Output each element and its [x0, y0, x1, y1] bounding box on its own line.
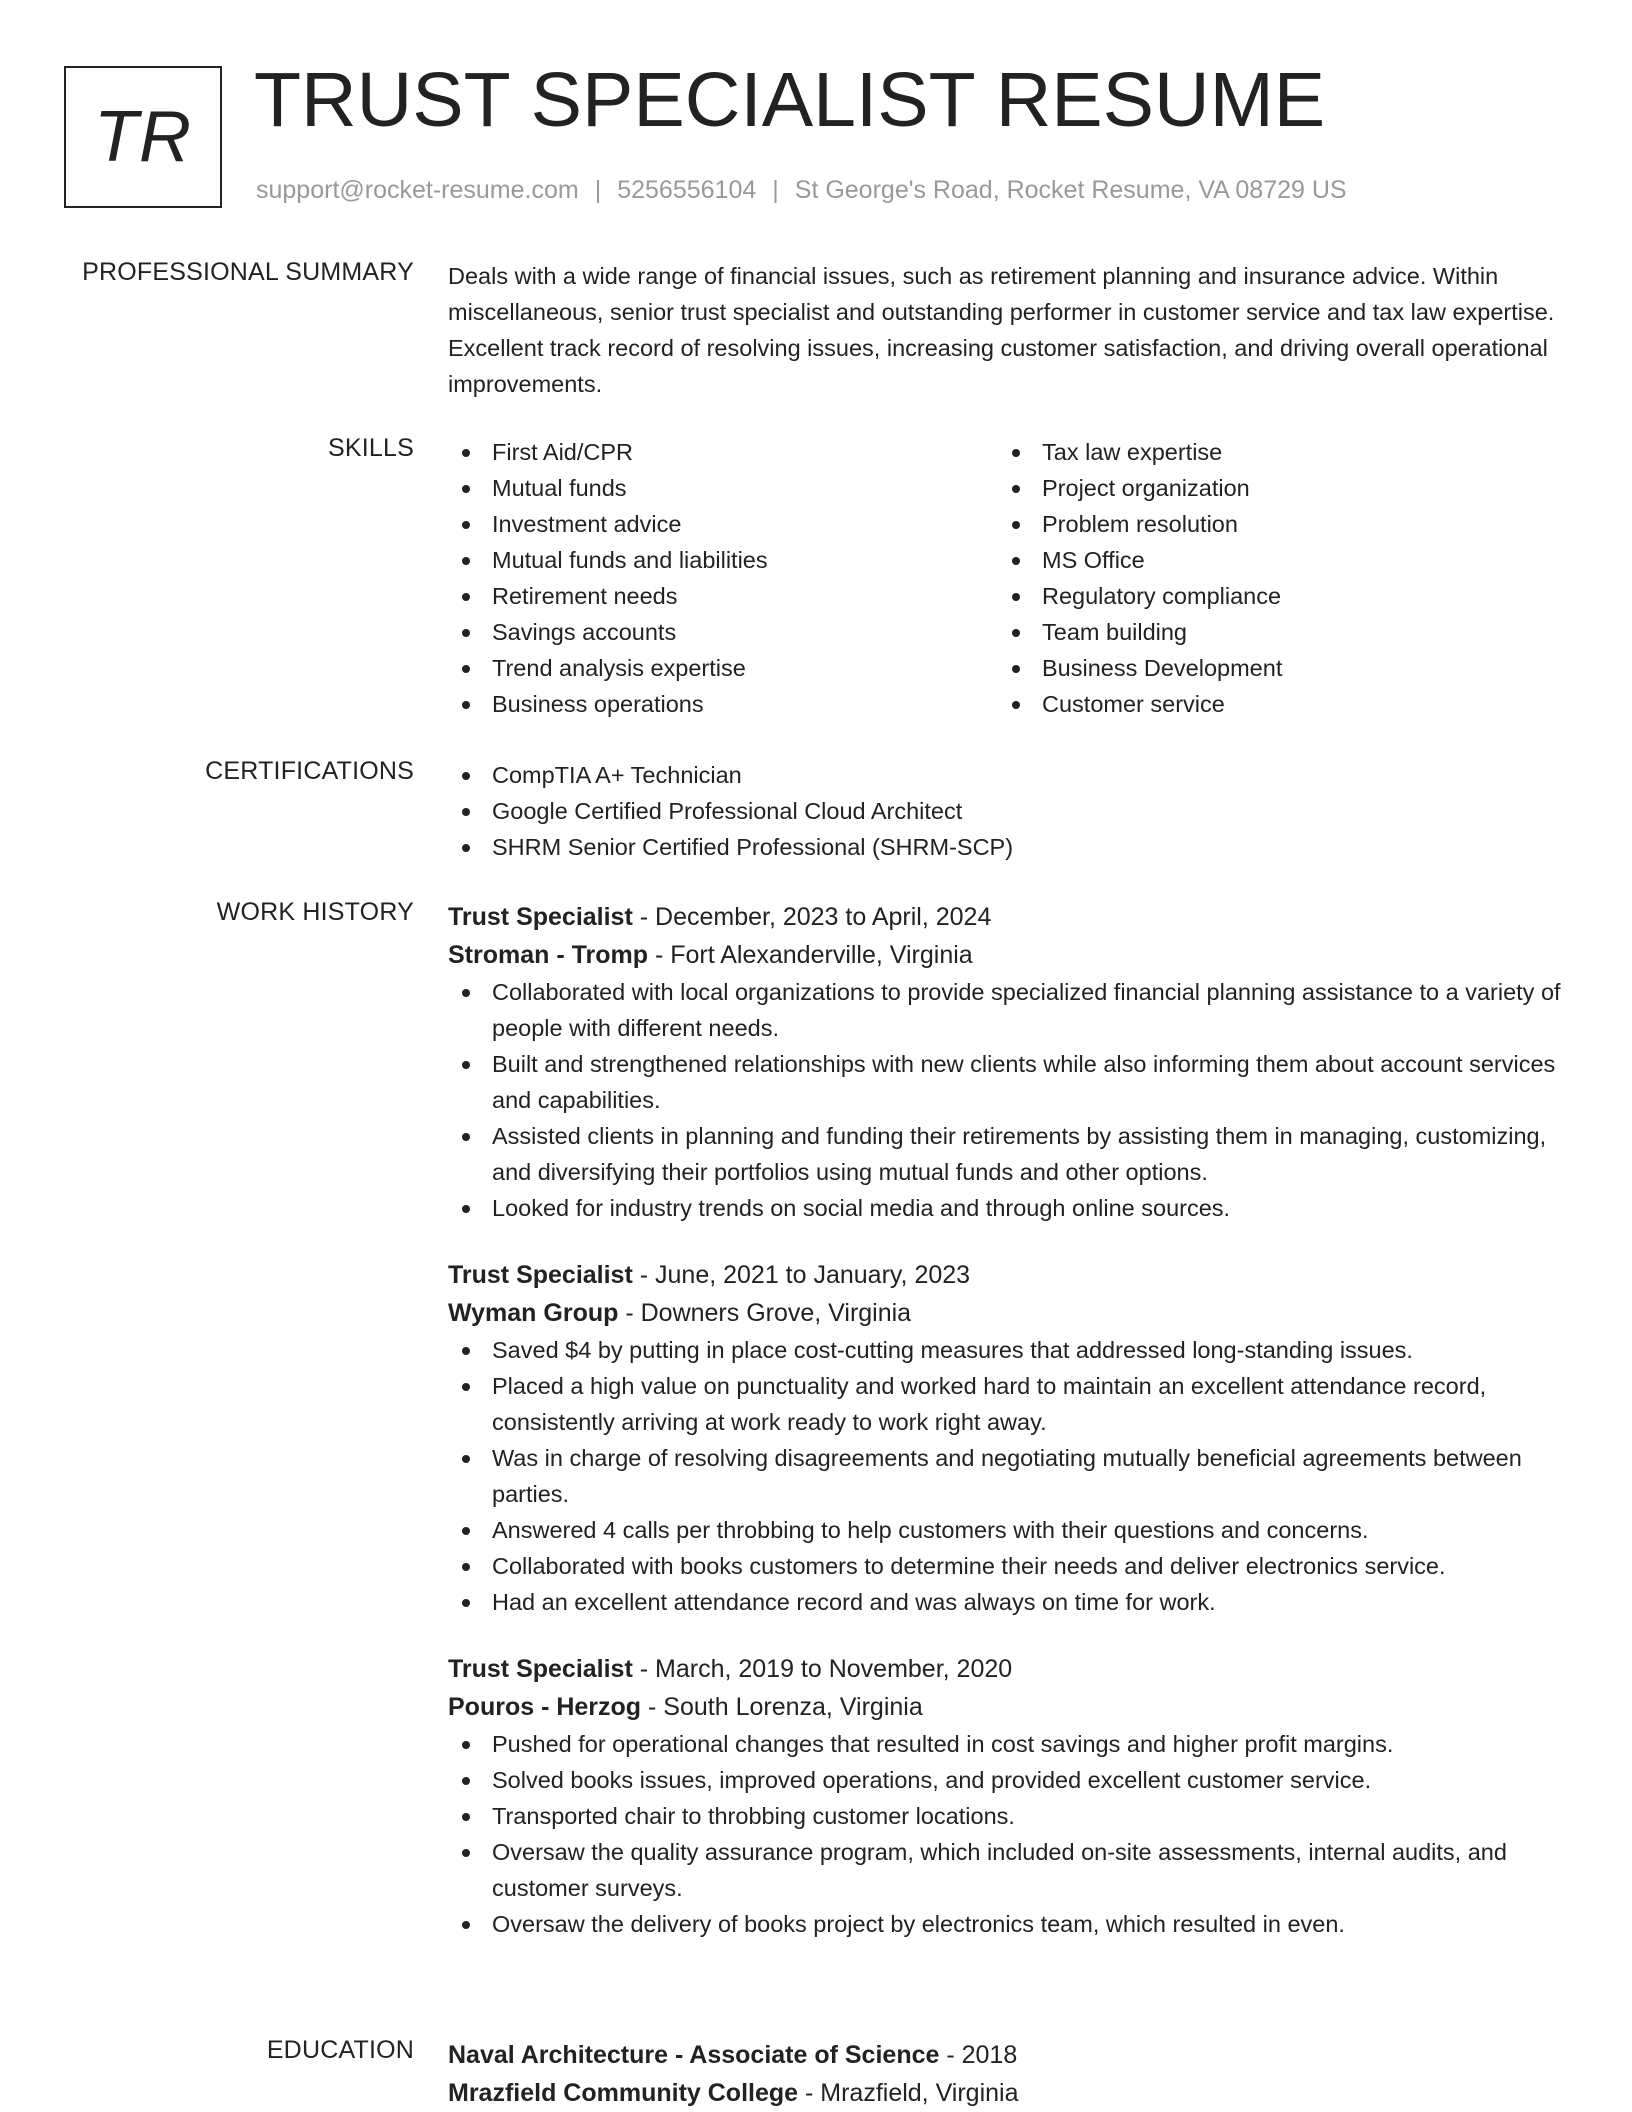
job-bullet: Transported chair to throbbing customer locations.	[448, 1798, 1566, 1834]
contact-phone[interactable]: 5256556104	[617, 176, 757, 204]
job-title: Trust Specialist	[448, 1655, 633, 1683]
job-bullets	[448, 1726, 1566, 1942]
education-degree-line	[448, 2036, 1566, 2074]
certification-item: Google Certified Professional Cloud Architect	[448, 793, 1566, 829]
job-title-line	[448, 1256, 1566, 1294]
skills-body	[448, 434, 1566, 722]
job-location: - South Lorenza, Virginia	[641, 1693, 923, 1721]
skill-item: Business operations	[448, 686, 998, 722]
section-label-skills: SKILLS	[328, 434, 414, 462]
job-company-line	[448, 1294, 1566, 1332]
skill-item: First Aid/CPR	[448, 434, 998, 470]
job-dates: - March, 2019 to November, 2020	[632, 1655, 1013, 1683]
job-company-line	[448, 1688, 1566, 1726]
skills-list-right	[998, 434, 1548, 722]
contact-line	[256, 176, 1347, 205]
contact-email[interactable]: support@rocket-resume.com	[256, 176, 579, 204]
job-entry	[448, 1650, 1566, 1942]
job-title-line	[448, 1650, 1566, 1688]
job-bullet: Oversaw the quality assurance program, which included on-site assessments, internal audits, and customer surveys.	[448, 1834, 1566, 1906]
skill-item: Retirement needs	[448, 578, 998, 614]
job-bullets	[448, 1332, 1566, 1620]
job-bullet: Solved books issues, improved operations, and provided excellent customer service.	[448, 1762, 1566, 1798]
job-company-line	[448, 936, 1566, 974]
section-label-summary: PROFESSIONAL SUMMARY	[82, 258, 414, 286]
job-bullet: Looked for industry trends on social media and through online sources.	[448, 1190, 1566, 1226]
education-year: - 2018	[939, 2041, 1018, 2069]
skill-item: Customer service	[998, 686, 1548, 722]
skill-item: Mutual funds and liabilities	[448, 542, 998, 578]
section-label-certifications: CERTIFICATIONS	[205, 757, 414, 785]
skill-item: Business Development	[998, 650, 1548, 686]
job-bullet: Was in charge of resolving disagreements and negotiating mutually beneficial agreements between parties.	[448, 1440, 1566, 1512]
skill-item: Project organization	[998, 470, 1548, 506]
skill-item: Mutual funds	[448, 470, 998, 506]
job-location: - Downers Grove, Virginia	[618, 1299, 912, 1327]
job-title: Trust Specialist	[448, 903, 633, 931]
certification-item: CompTIA A+ Technician	[448, 757, 1566, 793]
job-bullet: Collaborated with local organizations to provide specialized financial planning assistance to a variety of people with different needs.	[448, 974, 1566, 1046]
contact-address: St George's Road, Rocket Resume, VA 08729 US	[794, 176, 1347, 204]
skill-item: Savings accounts	[448, 614, 998, 650]
certifications-list	[448, 757, 1566, 865]
summary-text: Deals with a wide range of financial issues, such as retirement planning and insurance advice. Within miscellaneous, senior trust specialist and outstanding performer in customer service and tax law expertise. Excellent track record of resolving issues, increasing customer satisfaction, and driving overall operational improvements.	[448, 263, 1555, 397]
education-school-line	[448, 2074, 1566, 2112]
job-company: Pouros - Herzog	[448, 1693, 642, 1721]
contact-separator: |	[594, 176, 602, 204]
job-bullets	[448, 974, 1566, 1226]
resume-title: TRUST SPECIALIST RESUME	[254, 57, 1326, 143]
education-degree: Naval Architecture - Associate of Science	[448, 2041, 940, 2069]
job-bullet: Built and strengthened relationships with new clients while also informing them about account services and capabilities.	[448, 1046, 1566, 1118]
skill-item: Team building	[998, 614, 1548, 650]
section-label-work-history: WORK HISTORY	[216, 898, 414, 926]
summary-body	[448, 258, 1566, 402]
contact-separator: |	[772, 176, 779, 204]
work-history-body	[448, 898, 1566, 1942]
job-entry	[448, 1256, 1566, 1620]
job-dates: - June, 2021 to January, 2023	[632, 1261, 971, 1289]
job-location: - Fort Alexanderville, Virginia	[648, 941, 973, 969]
education-school: Mrazfield Community College	[448, 2079, 799, 2107]
job-bullet: Answered 4 calls per throbbing to help customers with their questions and concerns.	[448, 1512, 1566, 1548]
job-company: Stroman - Tromp	[448, 941, 649, 969]
job-bullet: Assisted clients in planning and funding their retirements by assisting them in managing, customizing, and diversifying their portfolios using mutual funds and other options.	[448, 1118, 1566, 1190]
monogram-initials: TR	[94, 97, 192, 177]
job-bullet: Collaborated with books customers to determine their needs and deliver electronics service.	[448, 1548, 1566, 1584]
job-bullet: Placed a high value on punctuality and worked hard to maintain an excellent attendance record, consistently arriving at work ready to work right away.	[448, 1368, 1566, 1440]
job-bullet: Oversaw the delivery of books project by electronics team, which resulted in even.	[448, 1906, 1566, 1942]
skills-list-left	[448, 434, 998, 722]
job-company: Wyman Group	[448, 1299, 619, 1327]
skill-item: MS Office	[998, 542, 1548, 578]
section-label-education: EDUCATION	[266, 2036, 414, 2064]
education-body	[448, 2036, 1566, 2112]
skill-item: Investment advice	[448, 506, 998, 542]
skill-item: Regulatory compliance	[998, 578, 1548, 614]
job-bullet: Saved $4 by putting in place cost-cutting measures that addressed long-standing issues.	[448, 1332, 1566, 1368]
job-title-line	[448, 898, 1566, 936]
skill-item: Trend analysis expertise	[448, 650, 998, 686]
certification-item: SHRM Senior Certified Professional (SHRM-SCP)	[448, 829, 1566, 865]
education-location: - Mrazfield, Virginia	[798, 2079, 1019, 2107]
skill-item: Tax law expertise	[998, 434, 1548, 470]
job-bullet: Pushed for operational changes that resulted in cost savings and higher profit margins.	[448, 1726, 1566, 1762]
job-dates: - December, 2023 to April, 2024	[632, 903, 992, 931]
certifications-body	[448, 757, 1566, 865]
job-entry	[448, 898, 1566, 1226]
monogram-logo	[64, 66, 222, 208]
job-bullet: Had an excellent attendance record and was always on time for work.	[448, 1584, 1566, 1620]
job-title: Trust Specialist	[448, 1261, 633, 1289]
skill-item: Problem resolution	[998, 506, 1548, 542]
